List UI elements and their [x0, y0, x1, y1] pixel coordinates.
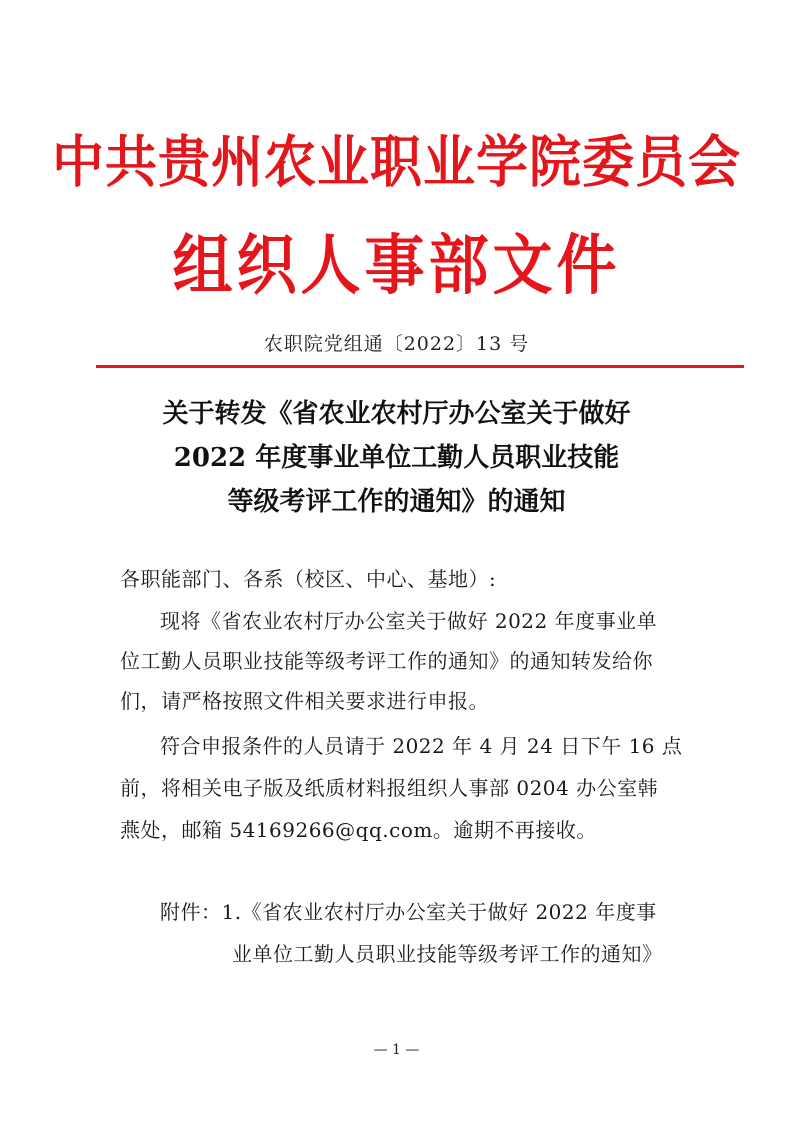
attachment-line: 业单位工勤人员职业技能等级考评工作的通知》 [232, 942, 663, 966]
salutation: 各职能部门、各系（校区、中心、基地）: [120, 567, 497, 591]
red-divider-line [96, 365, 744, 368]
document-title-line-3: 等级考评工作的通知》的通知 [227, 487, 566, 517]
issuing-organization-line-2: 组织人事部文件 [172, 228, 621, 304]
issuing-organization-line-1: 中共贵州农业职业学院委员会 [51, 130, 741, 196]
document-title-line-1: 关于转发《省农业农村厅办公室关于做好 [162, 399, 631, 429]
paragraph-2-line: 燕处，邮箱 54169266@qq.com。逾期不再接收。 [120, 818, 597, 842]
document-number: 农职院党组通〔2022〕13 号 [263, 333, 530, 355]
paragraph-1-line: 们，请严格按照文件相关要求进行申报。 [120, 689, 489, 713]
paragraph-1-line: 位工勤人员职业技能等级考评工作的通知》的通知转发给你 [120, 649, 653, 673]
document-title-line-2: 2022 年度事业单位工勤人员职业技能 [173, 443, 620, 473]
paragraph-2-line: 符合申报条件的人员请于 2022 年 4 月 24 日下午 16 点 [160, 734, 683, 758]
attachment-line: 附件：1.《省农业农村厅办公室关于做好 2022 年度事 [160, 900, 657, 924]
paragraph-1-line: 现将《省农业农村厅办公室关于做好 2022 年度事业单 [160, 609, 658, 633]
paragraph-2-line: 前，将相关电子版及纸质材料报组织人事部 0204 办公室韩 [120, 776, 659, 800]
page-number: — 1 — [373, 1042, 420, 1058]
